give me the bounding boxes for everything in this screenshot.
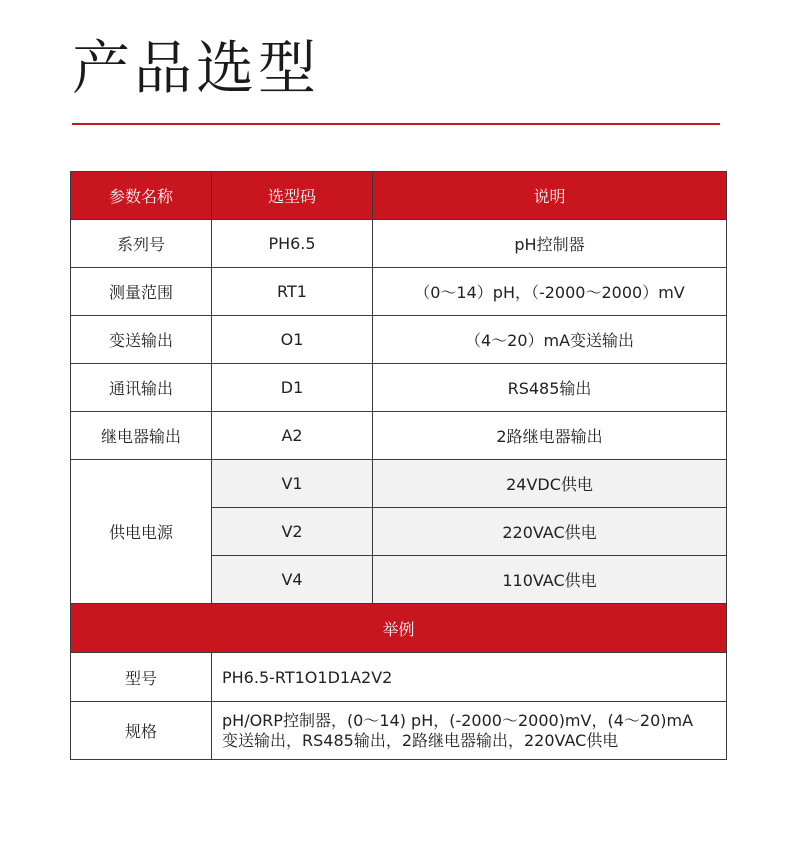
model-value: PH6.5-RT1O1D1A2V2 bbox=[212, 653, 727, 702]
page-title: 产品选型 bbox=[72, 34, 321, 102]
row-desc: 220VAC供电 bbox=[373, 508, 727, 556]
header-code: 选型码 bbox=[212, 172, 373, 220]
row-code: A2 bbox=[212, 412, 373, 460]
power-param: 供电电源 bbox=[71, 460, 212, 604]
row-code: RT1 bbox=[212, 268, 373, 316]
row-code: V2 bbox=[212, 508, 373, 556]
row-param: 变送输出 bbox=[71, 316, 212, 364]
header-param: 参数名称 bbox=[71, 172, 212, 220]
row-code: O1 bbox=[212, 316, 373, 364]
row-param: 系列号 bbox=[71, 220, 212, 268]
row-code: V4 bbox=[212, 556, 373, 604]
row-desc: 24VDC供电 bbox=[373, 460, 727, 508]
example-model-row bbox=[71, 653, 727, 702]
row-param: 通讯输出 bbox=[71, 364, 212, 412]
row-code: PH6.5 bbox=[212, 220, 373, 268]
spec-value bbox=[212, 702, 727, 760]
spec-line-1: pH/ORP控制器，(0～14) pH，(-2000～2000)mV，(4～20)mA bbox=[222, 710, 694, 730]
row-code: D1 bbox=[212, 364, 373, 412]
spec-line-2: 变送输出，RS485输出，2路继电器输出，220VAC供电 bbox=[222, 730, 619, 750]
table-row bbox=[71, 364, 727, 412]
table-row bbox=[71, 268, 727, 316]
row-desc: （4～20）mA变送输出 bbox=[373, 316, 727, 364]
example-header-row bbox=[71, 604, 727, 653]
table-header-row bbox=[71, 172, 727, 220]
row-desc: RS485输出 bbox=[373, 364, 727, 412]
row-desc: 110VAC供电 bbox=[373, 556, 727, 604]
example-spec-row bbox=[71, 702, 727, 760]
header-desc: 说明 bbox=[373, 172, 727, 220]
model-label: 型号 bbox=[71, 653, 212, 702]
row-param: 继电器输出 bbox=[71, 412, 212, 460]
row-desc: pH控制器 bbox=[373, 220, 727, 268]
table-row bbox=[71, 412, 727, 460]
selection-table bbox=[70, 171, 727, 760]
table-row bbox=[71, 460, 727, 508]
table-row bbox=[71, 316, 727, 364]
row-code: V1 bbox=[212, 460, 373, 508]
title-divider bbox=[72, 123, 720, 125]
example-heading: 举例 bbox=[71, 604, 727, 653]
row-desc: （0～14）pH，（-2000～2000）mV bbox=[373, 268, 727, 316]
row-desc: 2路继电器输出 bbox=[373, 412, 727, 460]
table-row bbox=[71, 220, 727, 268]
spec-label: 规格 bbox=[71, 702, 212, 760]
row-param: 测量范围 bbox=[71, 268, 212, 316]
